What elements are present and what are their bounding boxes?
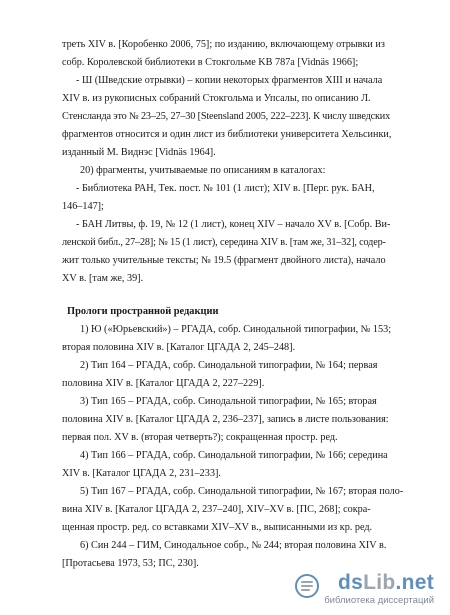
watermark (290, 571, 440, 611)
text-line: 146–147]; (62, 201, 104, 212)
section-heading: Прологи пространной редакции (67, 306, 219, 317)
text-line: - Ш (Шведские отрывки) – копии некоторых фрагментов XIII и начала (76, 75, 383, 86)
text-line: половина XIV в. [Каталог ЦГАДА 2, 236–237], запись в листе пользования: (62, 414, 389, 425)
text-line: 4) Тип 166 – РГАДА, собр. Синодальной типографии, № 166; середина (80, 450, 388, 461)
text-line: вторая половина XIV в. [Каталог ЦГАДА 2, 245–248]. (62, 342, 296, 353)
text-line: XV в. [там же, 39]. (62, 273, 144, 284)
watermark-logo-ds: ds (337, 571, 364, 594)
text-line: XIV в. из рукописных собраний Стокгольма и Упсалы, по описанию Л. (62, 93, 371, 104)
watermark-logo (338, 571, 434, 595)
text-line: фрагментов относится и один лист из библиотеки университета Хельсинки, (62, 129, 392, 140)
text-line: 3) Тип 165 – РГАДА, собр. Синодальной типографии, № 165; вторая (80, 396, 377, 407)
text-line: треть XIV в. [Коробенко 2006, 75]; по изданию, включающему отрывки из (62, 39, 385, 50)
text-line: ленской библ., 27–28]; № 15 (1 лист), середина XIV в. [там же, 31–32], содер- (62, 237, 386, 248)
text-line: [Протасьева 1973, 53; ПС, 230]. (62, 558, 199, 569)
text-line: собр. Королевской библиотеки в Стокгольме KB 787a [Vidnäs 1966]; (62, 57, 359, 68)
text-line: Стенсланда это № 23–25, 27–30 [Steensland 2005, 222–223]. К числу шведских (62, 111, 391, 122)
text-line: 20) фрагменты, учитываемые по описаниям в каталогах: (80, 165, 326, 176)
text-line: половина XIV в. [Каталог ЦГАДА 2, 227–229]. (62, 378, 265, 389)
text-line: XIV в. [Каталог ЦГАДА 2, 231–233]. (62, 468, 221, 479)
text-line: 5) Тип 167 – РГАДА, собр. Синодальной типографии, № 167; вторая поло- (80, 486, 404, 497)
text-line: 1) Ю («Юрьевский») – РГАДА, собр. Синодальной типографии, № 153; (80, 324, 392, 335)
text-line: 6) Син 244 – ГИМ, Синодальное собр., № 244; вторая половина XIV в. (80, 540, 387, 551)
text-line: жит только учительные тексты; № 19.5 (фрагмент двойного листа), начало (62, 255, 386, 266)
watermark-logo-lib: Lib (363, 571, 396, 594)
text-line: - БАН Литвы, ф. 19, № 12 (1 лист), конец XIV – начало XV в. [Собр. Ви- (76, 219, 391, 230)
text-line: - Библиотека РАН, Тек. пост. № 101 (1 лист); XIV в. [Перг. рук. БАН, (76, 183, 375, 194)
text-line: вина XIV в. [Каталог ЦГАДА 2, 237–240], XIV–XV в. [ПС, 268]; сокра- (62, 504, 371, 515)
text-line: 2) Тип 164 – РГАДА, собр. Синодальной типографии, № 164; первая (80, 360, 378, 371)
text-line: первая пол. XV в. (вторая четверть?); сокращенная простр. ред. (62, 432, 338, 443)
watermark-subtitle: библиотека диссертаций (324, 595, 434, 606)
dslib-logo-icon (294, 573, 320, 599)
text-line: щенная простр. ред. со вставками XIV–XV в., выписанными из кр. ред. (62, 522, 373, 533)
watermark-logo-net: .net (395, 571, 434, 594)
text-line: изданный М. Виднэс [Vidnäs 1964]. (62, 147, 216, 158)
